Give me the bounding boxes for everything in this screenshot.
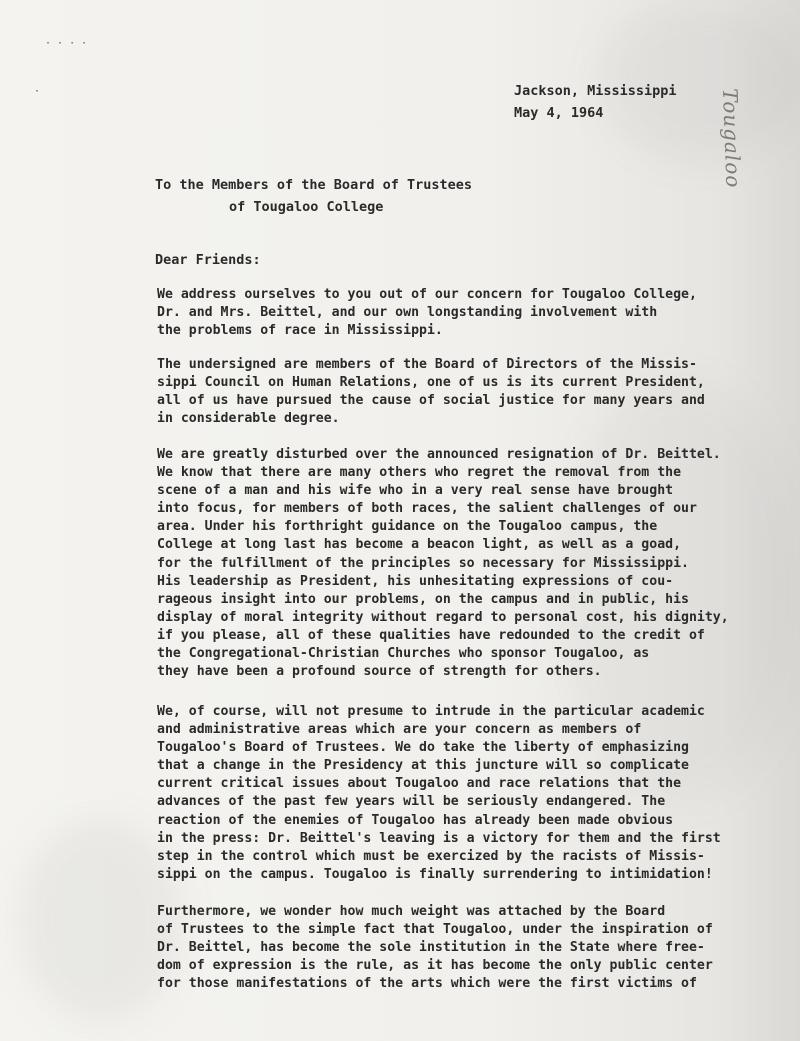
paragraph-line: rageous insight into our problems, on the campus and in public, his: [157, 591, 689, 607]
paragraph-line: advances of the past few years will be seriously endangered. The: [157, 794, 666, 810]
salutation: Dear Friends:: [155, 252, 261, 268]
paper-speck: ·: [34, 86, 41, 97]
paragraph-line: reaction of the enemies of Tougaloo has already been made obvious: [157, 812, 674, 828]
paragraph-line: and administrative areas which are your concern as members of: [157, 722, 642, 738]
paragraph-line: scene of a man and his wife who in a very real sense have brought: [157, 483, 674, 499]
paragraph-line: The undersigned are members of the Board of Directors of the Missis-: [157, 357, 697, 372]
paragraph-line: Dr. and Mrs. Beittel, and our own longstanding involvement with: [157, 305, 658, 321]
paragraph-line: display of moral integrity without regard to personal cost, his dignity,: [157, 609, 729, 625]
paragraph-line: all of us have pursued the cause of social justice for many years and: [157, 393, 705, 409]
paragraph-line: they have been a profound source of strength for others.: [157, 664, 602, 680]
body-paragraph: [157, 903, 717, 993]
addressee-line: of Tougaloo College: [229, 199, 384, 215]
paragraph-line: We are greatly disturbed over the announced resignation of Dr. Beittel.: [157, 447, 721, 462]
handwritten-margin-note: Tougaloo: [718, 88, 746, 189]
paragraph-line: step in the control which must be exercized by the racists of Missis-: [157, 848, 705, 864]
paragraph-line: current critical issues about Tougaloo and race relations that the: [157, 776, 682, 792]
paragraph-line: College at long last has become a beacon light, as well as a goad,: [157, 537, 682, 553]
paragraph-line: sippi Council on Human Relations, one of us is its current President,: [157, 375, 705, 391]
paragraph-line: for those manifestations of the arts which were the first victims of: [157, 976, 697, 992]
paragraph-line: We address ourselves to you out of our concern for Tougaloo College,: [157, 287, 697, 302]
paragraph-line: in the press: Dr. Beittel's leaving is a victory for them and the first: [157, 830, 721, 846]
paragraph-line: We, of course, will not presume to intrude in the particular academic: [157, 704, 705, 719]
paragraph-line: dom of expression is the rule, as it has become the only public center: [157, 958, 713, 974]
paragraph-line: Tougaloo's Board of Trustees. We do take the liberty of emphasizing: [157, 740, 689, 756]
body-paragraph: [157, 703, 721, 884]
paragraph-line: area. Under his forthright guidance on the Tougaloo campus, the: [157, 519, 658, 535]
paper-speck: · · · ·: [45, 38, 88, 49]
paragraph-line: that a change in the Presidency at this juncture will so complicate: [157, 758, 689, 774]
paragraph-line: Furthermore, we wonder how much weight was attached by the Board: [157, 904, 666, 919]
body-paragraph: [157, 356, 717, 428]
paragraph-line: We know that there are many others who regret the removal from the: [157, 465, 682, 481]
body-paragraph: [157, 286, 717, 340]
paragraph-line: sippi on the campus. Tougaloo is finally surrendering to intimidation!: [157, 866, 713, 882]
paragraph-line: Dr. Beittel, has become the sole institution in the State where free-: [157, 940, 705, 956]
addressee-block: [155, 174, 472, 218]
paragraph-line: of Trustees to the simple fact that Tougaloo, under the inspiration of: [157, 922, 713, 938]
paragraph-line: His leadership as President, his unhesitating expressions of cou-: [157, 573, 674, 589]
paragraph-line: in considerable degree.: [157, 411, 340, 427]
paragraph-line: if you please, all of these qualities have redounded to the credit of: [157, 627, 705, 643]
dateline: [514, 80, 677, 124]
addressee-line: To the Members of the Board of Trustees: [155, 177, 472, 193]
paper-stain: [20, 820, 180, 1020]
paragraph-line: for the fulfillment of the principles so necessary for Mississippi.: [157, 555, 689, 571]
body-paragraph: [157, 446, 729, 681]
dateline-date: May 4, 1964: [514, 105, 604, 121]
dateline-city: Jackson, Mississippi: [514, 83, 677, 99]
paragraph-line: the Congregational-Christian Churches who sponsor Tougaloo, as: [157, 646, 650, 662]
paragraph-line: the problems of race in Mississippi.: [157, 323, 443, 339]
paragraph-line: into focus, for members of both races, the salient challenges of our: [157, 501, 697, 517]
